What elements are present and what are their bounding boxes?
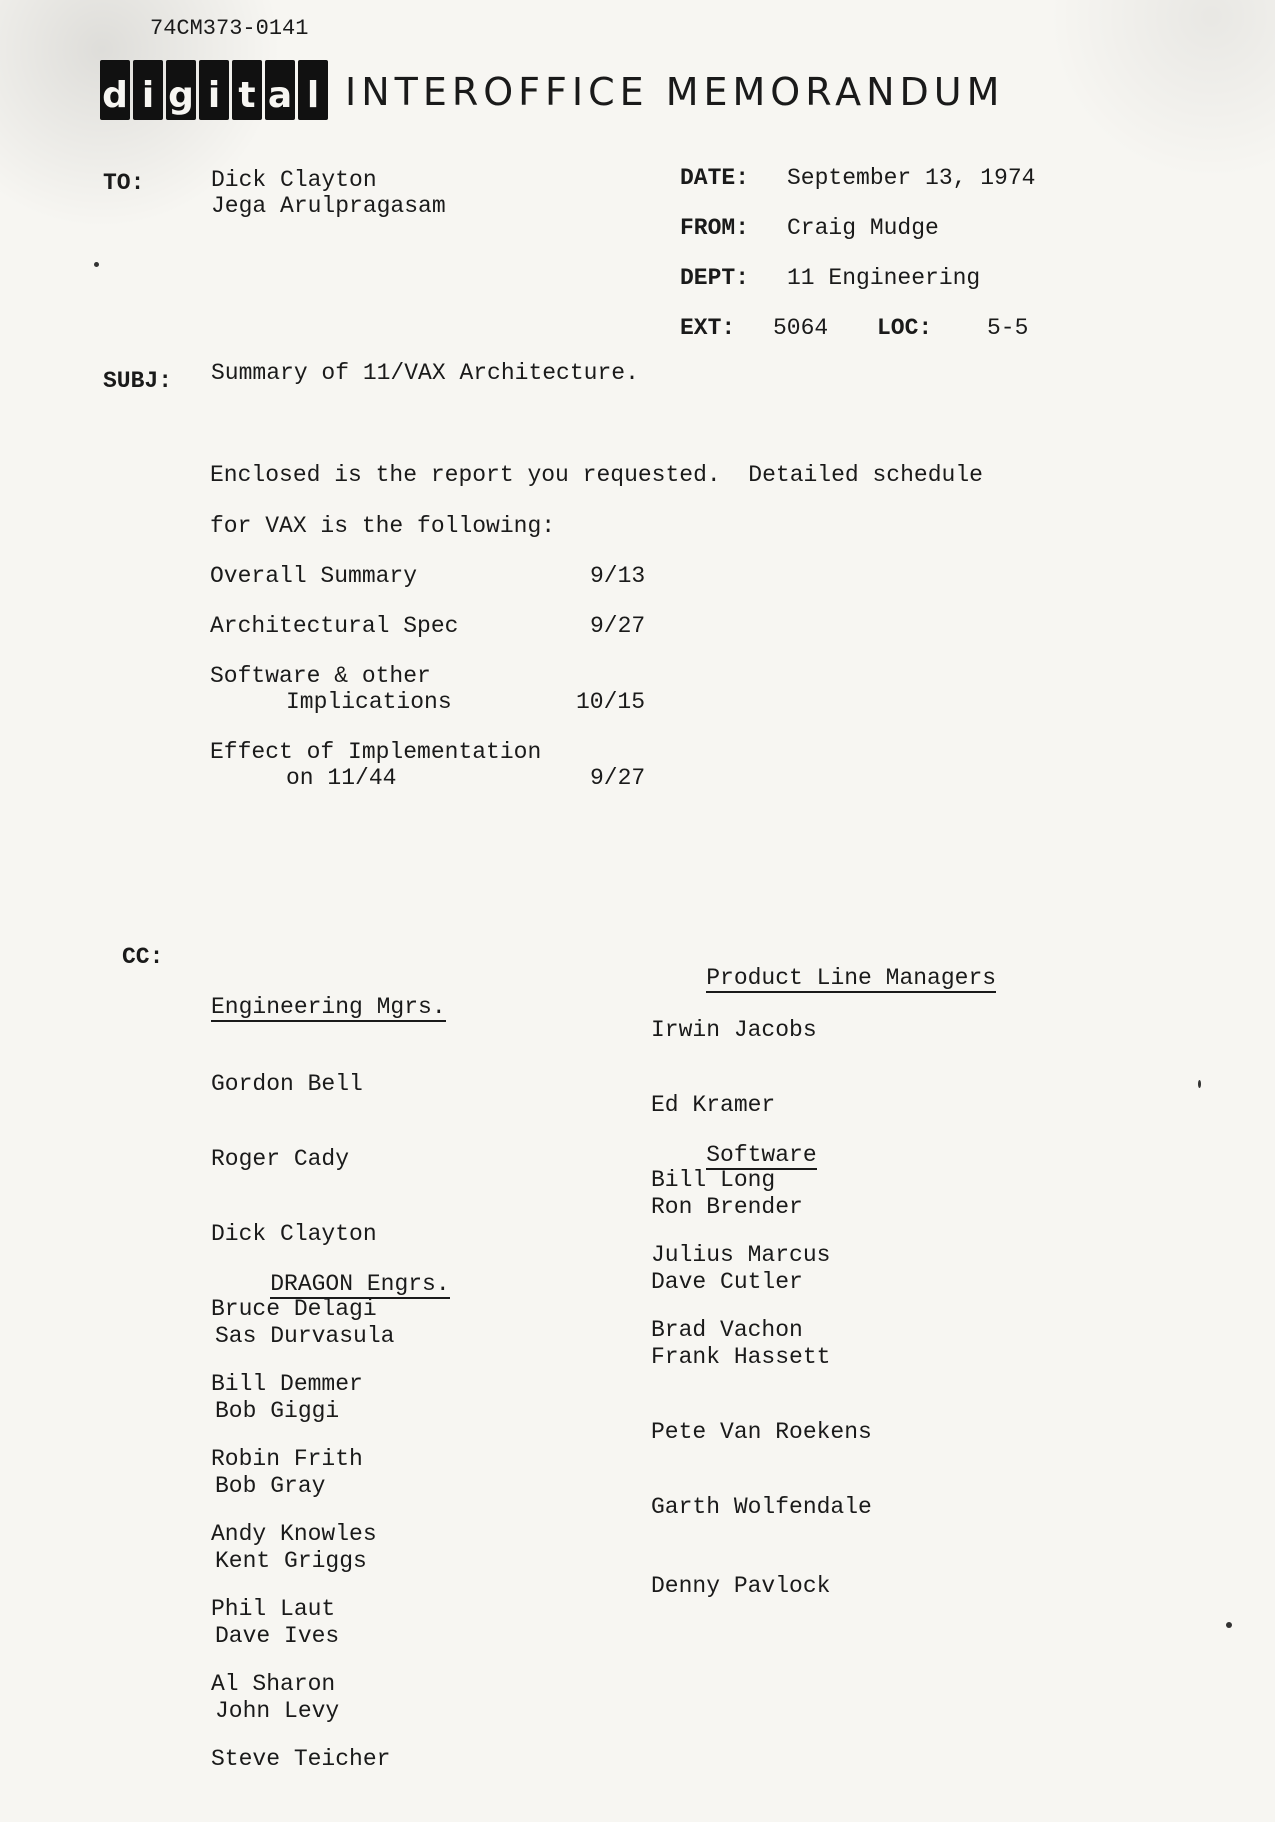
digital-logo	[100, 60, 328, 120]
loc-value: 5-5	[987, 315, 1029, 341]
cc-name: Robin Frith	[211, 1446, 363, 1472]
schedule-item: Overall Summary	[210, 563, 418, 589]
cc-name: Irwin Jacobs	[651, 1017, 817, 1043]
cc-group-dragon-engrs	[215, 1247, 450, 1774]
cc-name: Sas Durvasula	[215, 1323, 395, 1349]
cc-name: Bob Gray	[215, 1473, 326, 1499]
subject-label: SUBJ:	[103, 368, 173, 394]
cc-name: Julius Marcus	[651, 1242, 831, 1268]
ext-value: 5064	[773, 315, 829, 341]
cc-name: Garth Wolfendale	[651, 1494, 872, 1520]
dept-label: DEPT:	[680, 265, 750, 291]
document-number: 74CM373-0141	[150, 16, 309, 41]
logo-letter: t	[232, 60, 262, 120]
schedule-item: Software & other	[210, 663, 431, 689]
logo-letter: i	[133, 60, 163, 120]
cc-name: John Levy	[215, 1698, 340, 1724]
cc-name: Ed Kramer	[651, 1092, 776, 1118]
cc-label: CC:	[122, 944, 164, 970]
date-label: DATE:	[680, 165, 750, 191]
cc-name: Phil Laut	[211, 1596, 336, 1622]
cc-name: Bill Long	[651, 1167, 776, 1193]
schedule-item-continued: Implications	[286, 689, 452, 715]
schedule-item: Effect of Implementation	[210, 739, 542, 765]
cc-name: Steve Teicher	[211, 1746, 391, 1772]
cc-name: Al Sharon	[211, 1671, 336, 1697]
to-label: TO:	[103, 170, 145, 196]
from-value: Craig Mudge	[787, 215, 939, 241]
schedule-date: 10/15	[576, 689, 646, 715]
scan-speck	[1198, 1080, 1201, 1088]
cc-name: Denny Pavlock	[651, 1573, 831, 1599]
date-value: September 13, 1974	[787, 165, 1036, 191]
cc-name: Bob Giggi	[215, 1398, 340, 1424]
to-recipient: Jega Arulpragasam	[211, 193, 446, 219]
body-line: Enclosed is the report you requested. Detailed schedule	[210, 462, 983, 488]
loc-label: LOC:	[877, 315, 933, 341]
logo-letter: d	[100, 60, 130, 120]
cc-name: Gordon Bell	[211, 1071, 363, 1097]
schedule-item-continued: on 11/44	[286, 765, 397, 791]
cc-name: Kent Griggs	[215, 1548, 367, 1574]
cc-name: Dave Ives	[215, 1623, 340, 1649]
cc-name: Dave Cutler	[651, 1269, 803, 1295]
cc-group-title: DRAGON Engrs.	[270, 1271, 450, 1297]
logo-letter: i	[199, 60, 229, 120]
cc-name: Andy Knowles	[211, 1521, 377, 1547]
memo-title: INTEROFFICE MEMORANDUM	[345, 70, 1005, 114]
dept-value: 11 Engineering	[787, 265, 981, 291]
logo-letter: g	[166, 60, 196, 120]
cc-group-software	[651, 1118, 872, 1649]
body-line: for VAX is the following:	[210, 513, 556, 539]
cc-name: Pete Van Roekens	[651, 1419, 872, 1445]
logo-letter: l	[298, 60, 328, 120]
cc-name: Dick Clayton	[211, 1221, 377, 1247]
schedule-date: 9/27	[590, 613, 646, 639]
cc-name: Roger Cady	[211, 1146, 350, 1172]
cc-group-title: Product Line Managers	[706, 965, 997, 991]
cc-group-title: Software	[706, 1142, 817, 1168]
cc-name: Bruce Delagi	[211, 1296, 377, 1322]
cc-name: Frank Hassett	[651, 1344, 831, 1370]
to-recipient: Dick Clayton	[211, 167, 377, 193]
logo-letter: a	[265, 60, 295, 120]
cc-name: Bill Demmer	[211, 1371, 363, 1397]
schedule-date: 9/13	[590, 563, 646, 589]
ext-label: EXT:	[680, 315, 736, 341]
scan-speck	[94, 262, 99, 267]
cc-name: Ron Brender	[651, 1194, 803, 1220]
schedule-date: 9/27	[590, 765, 646, 791]
from-label: FROM:	[680, 215, 750, 241]
cc-group-title: Engineering Mgrs.	[211, 994, 446, 1020]
subject-value: Summary of 11/VAX Architecture.	[211, 360, 639, 386]
cc-name: Brad Vachon	[651, 1317, 803, 1343]
schedule-item: Architectural Spec	[210, 613, 459, 639]
scan-speck	[1226, 1622, 1232, 1628]
